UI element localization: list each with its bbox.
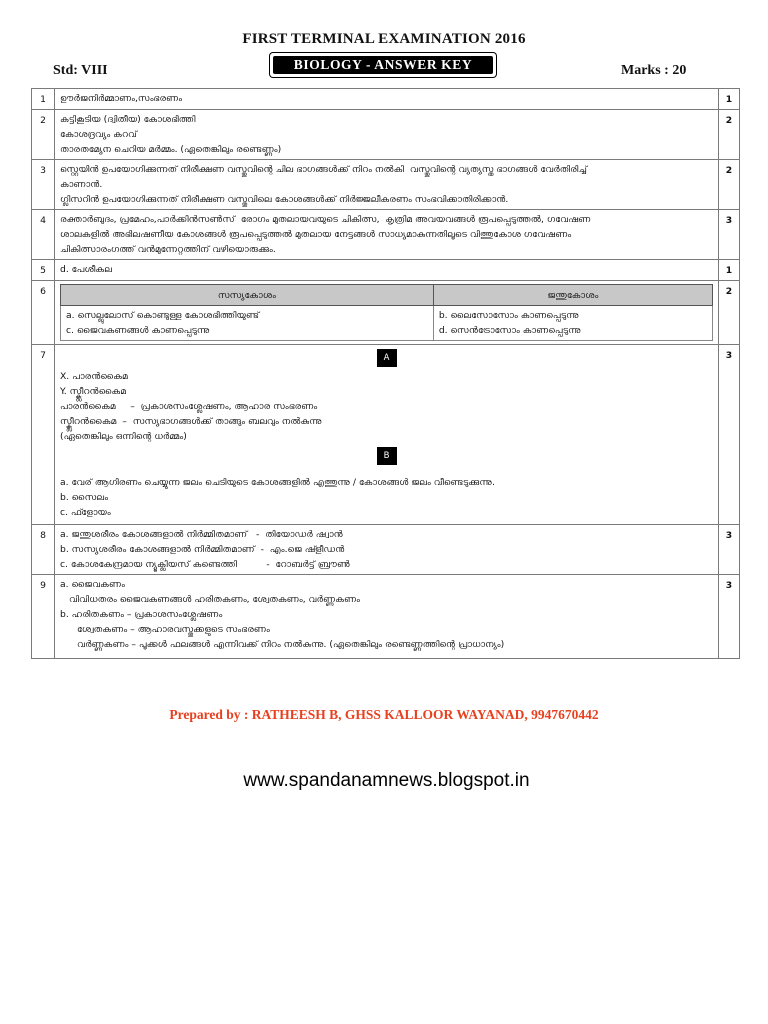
answer-line: c. കോശകേന്ദ്രമായ ന്യൂക്ലിയസ് കണ്ടെത്തി - റോബർട്ട് ബ്രൗൺ [60,559,350,570]
question-number: 1 [32,89,55,110]
answer-line: രക്താർബുദം, പ്രമേഹം,പാർക്കിൻസൺസ് രോഗം മുതലായവയുടെ ചികിത്സ, കൃത്രിമ അവയവങ്ങൾ രൂപപ്പെടുത്തൽ, ഗവേഷണ [60,214,591,225]
question-number: 9 [32,575,55,659]
answer-line: a. വേര് ആഗിരണം ചെയ്യുന്ന ജലം ചെടിയുടെ കോശങ്ങളിൽ എത്തുന്നു / കോശങ്ങൾ ജലം വീണ്ടെടുക്കുന്നു. [60,477,495,488]
question-row-4 [32,210,740,260]
subject-title: BIOLOGY - ANSWER KEY [273,56,493,74]
question-row-9 [32,575,740,659]
answer-cell [55,160,719,210]
answer-line: d. പേശീകല [60,264,112,275]
question-row-5 [32,260,740,281]
answer-line: ഊർജനിർമ്മാണം,സംഭരണം [60,93,183,104]
answer-cell [55,281,719,345]
answer-line: വിവിധതരം ജൈവകണങ്ങൾ ഹരിതകണം, ശ്വേതകണം, വർണ്ണകണം [69,594,361,605]
comparison-cell [61,306,434,341]
answer-line: വർണ്ണകണം – പൂക്കൾ ഫലങ്ങൾ എന്നിവക്ക് നിറം നൽകുന്നു. (ഏതെങ്കിലും രണ്ടെണ്ണത്തിന്റെ പ്രാധാന്യം) [77,639,505,650]
answer-cell [55,89,719,110]
answer-line: കട്ടികൂടിയ (ദ്വിതീയ) കോശഭിത്തി [60,114,196,125]
question-row-2 [32,110,740,160]
answer-line: ശാലകളിൽ അഭിലഷണീയ കോശങ്ങൾ രൂപപ്പെടുത്തൽ മുതലായ നേട്ടങ്ങൾ സാധ്യമാകുന്നതിലൂടെ വിത്തുകോശ ഗവേഷണം [60,229,572,240]
answer-line: a. സെല്ലുലോസ് കൊണ്ടുള്ള കോശഭിത്തിയുണ്ട് [66,310,260,321]
answer-line: (ഏതെങ്കിലും ഒന്നിന്റെ ധർമ്മം) [60,431,187,442]
question-marks: 3 [719,210,740,260]
answer-line: b. ഹരിതകണം – പ്രകാശസംശ്ലേഷണം [60,609,223,620]
question-marks: 3 [719,525,740,575]
question-number: 6 [32,281,55,345]
question-number: 5 [32,260,55,281]
cell-comparison-table [60,284,713,341]
question-row-7 [32,345,740,525]
answer-cell [55,525,719,575]
prepared-by-credit: Prepared by : RATHEESH B, GHSS KALLOOR WAYANAD, 9947670442 [169,707,599,722]
answer-line: കോശദ്രവ്യം കറവ് [60,129,137,140]
answer-line: c. ജൈവകണങ്ങൾ കാണപ്പെടുന്നു [66,325,210,336]
question-row-1 [32,89,740,110]
answer-line: താരതമ്യേന ചെറിയ മർമ്മം. (ഏതെങ്കിലും രണ്ടെണ്ണം) [60,144,282,155]
answer-line: Y. സ്ക്ലീറൻകൈമ [60,386,127,397]
question-row-8 [32,525,740,575]
question-number: 7 [32,345,55,525]
answer-line: X. പാരൻകൈമ [60,371,128,382]
answer-cell [55,575,719,659]
question-marks: 3 [719,575,740,659]
answer-line: സ്റ്റെയിൻ ഉപയോഗിക്കുന്നത് നിരീക്ഷണ വസ്തുവിന്റെ ചില ഭാഗങ്ങൾക്ക് നിറം നൽകി വസ്തുവിന്റെ വ്യത്യസ്ത ഭാഗങ്ങൾ വേർതിരിച്ച് [60,164,588,175]
question-marks: 1 [719,89,740,110]
answer-line: a. ജൈവകണം [60,579,125,590]
answer-line: b. സൈലം [60,492,109,503]
question-marks: 1 [719,260,740,281]
question-marks: 3 [719,345,740,525]
answer-line: ഗ്ലിസറിൻ ഉപയോഗിക്കുന്നത് നിരീക്ഷണ വസ്തുവിലെ കോശങ്ങൾക്ക് നിർജ്ജലീകരണം സംഭവിക്കാതിരിക്കാൻ. [60,194,509,205]
section-a-tag: A [377,349,397,367]
answer-line: ചികിത്സാരംഗത്ത് വൻമുന്നേറ്റത്തിന് വഴിയൊരുക്കും. [60,244,276,255]
question-number: 8 [32,525,55,575]
marks-label: Marks : 20 [621,63,687,78]
answer-line: d. സെൻട്രോസോം കാണപ്പെടുന്നു [438,325,581,336]
question-row-6 [32,281,740,345]
subject-banner [270,53,496,77]
question-number: 4 [32,210,55,260]
question-row-3 [32,160,740,210]
section-b-tag: B [377,447,397,465]
std-label: Std: VIII [53,63,108,78]
exam-title: FIRST TERMINAL EXAMINATION 2016 [242,31,526,47]
answer-cell [55,110,719,160]
answer-line: ശ്വേതകണം – ആഹാരവസ്തുക്കളുടെ സംഭരണം [77,624,270,635]
question-number: 3 [32,160,55,210]
question-marks: 2 [719,160,740,210]
answer-key-table [31,88,740,659]
question-marks: 2 [719,281,740,345]
plant-cell-header: സസ്യകോശം [61,285,434,306]
animal-cell-header: ജന്തുകോശം [433,285,712,306]
website-url: www.spandanamnews.blogspot.in [243,770,530,791]
answer-line: സ്ക്ലീറൻകൈമ – സസ്യഭാഗങ്ങൾക്ക് താങ്ങും ബലവും നൽകുന്നു [60,416,322,427]
answer-line: a. ജന്തുശരീരം കോശങ്ങളാൽ നിർമ്മിതമാണ് - തിയോഡർ ഷ്വാൻ [60,529,343,540]
answer-line: പാരൻകൈമ – പ്രകാശസംശ്ലേഷണം, ആഹാര സംഭരണം [60,401,318,412]
question-number: 2 [32,110,55,160]
answer-cell [55,210,719,260]
comparison-cell [433,306,712,341]
answer-cell [55,345,719,525]
answer-line: c. ഫ്ളോയം [60,507,111,518]
answer-cell [55,260,719,281]
answer-line: കാണാൻ. [60,179,103,190]
answer-line: b. സസ്യശരീരം കോശങ്ങളാൽ നിർമ്മിതമാണ് - എം.ജെ ഷ്ളീഡൻ [60,544,345,555]
question-marks: 2 [719,110,740,160]
answer-line: b. ലൈസോസോം കാണപ്പെടുന്നു [438,310,579,321]
